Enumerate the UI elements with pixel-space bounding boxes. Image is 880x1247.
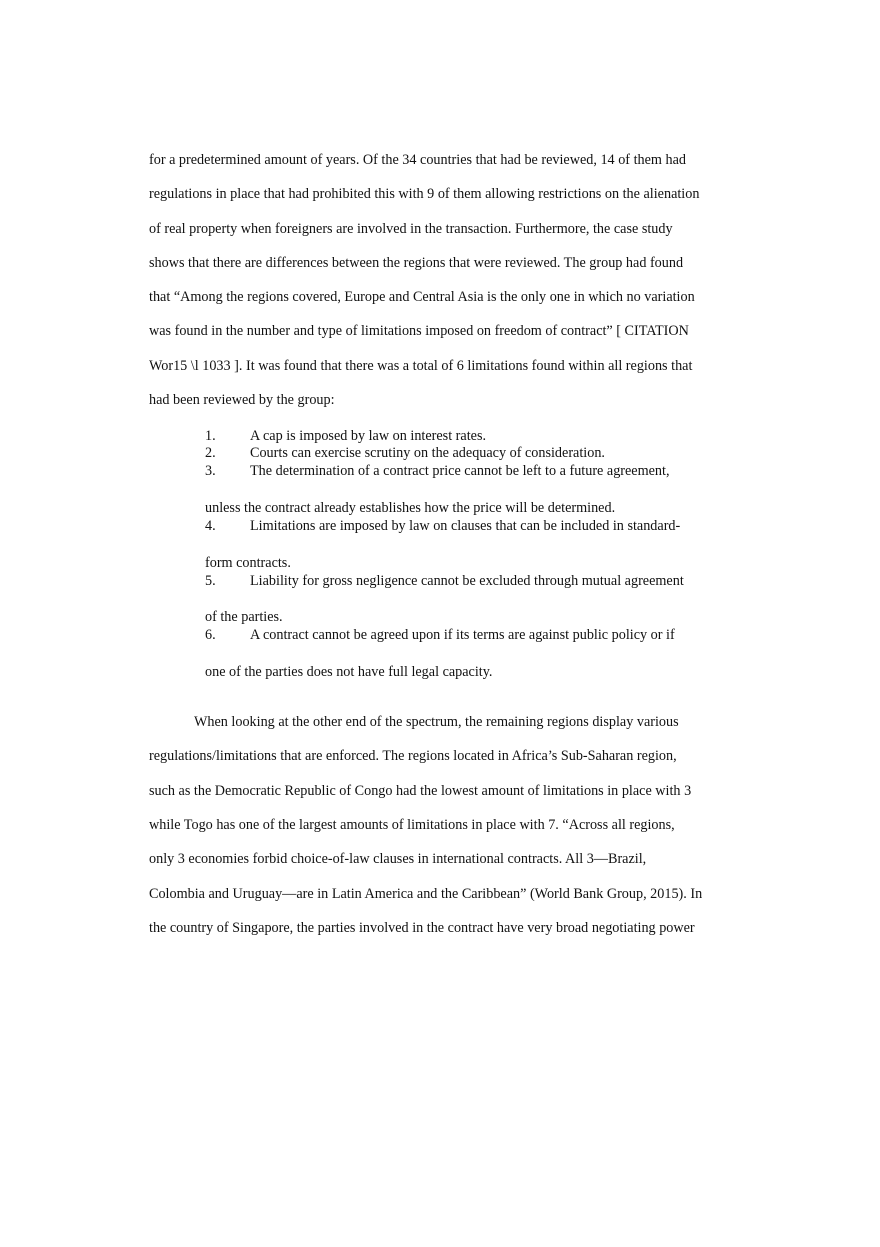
list-item-text: Courts can exercise scrutiny on the adequacy of consideration.	[250, 445, 605, 461]
text-line: that “Among the regions covered, Europe and Central Asia is the only one in which no variation	[149, 289, 695, 305]
text-line: had been reviewed by the group:	[149, 392, 335, 408]
text-line: Wor15 \l 1033 ]. It was found that there was a total of 6 limitations found within all regions that	[149, 358, 693, 374]
list-item-text: Liability for gross negligence cannot be excluded through mutual agreement	[250, 573, 684, 589]
text-line: regulations in place that had prohibited this with 9 of them allowing restrictions on the alienation	[149, 186, 700, 202]
text-line: the country of Singapore, the parties involved in the contract have very broad negotiating power	[149, 920, 695, 936]
list-item-number: 5.	[205, 573, 216, 589]
list-item-continuation: of the parties.	[205, 609, 283, 625]
text-line: such as the Democratic Republic of Congo had the lowest amount of limitations in place with 3	[149, 783, 692, 799]
list-item-continuation: form contracts.	[205, 555, 291, 571]
text-line: for a predetermined amount of years. Of the 34 countries that had be reviewed, 14 of them had	[149, 152, 686, 168]
text-line: while Togo has one of the largest amounts of limitations in place with 7. “Across all regions,	[149, 817, 675, 833]
list-item-text: A contract cannot be agreed upon if its terms are against public policy or if	[250, 627, 675, 643]
text-line: Colombia and Uruguay—are in Latin America and the Caribbean” (World Bank Group, 2015). In	[149, 886, 703, 902]
list-item-text: Limitations are imposed by law on clauses that can be included in standard-	[250, 518, 681, 534]
text-line: only 3 economies forbid choice-of-law clauses in international contracts. All 3—Brazil,	[149, 851, 647, 867]
text-line: was found in the number and type of limitations imposed on freedom of contract” [ CITATION	[149, 323, 689, 339]
list-item-continuation: unless the contract already establishes how the price will be determined.	[205, 500, 616, 516]
list-item-text: A cap is imposed by law on interest rates.	[250, 428, 487, 444]
text-line: shows that there are differences between the regions that were reviewed. The group had found	[149, 255, 684, 271]
list-item-number: 6.	[205, 627, 216, 643]
list-item-number: 3.	[205, 463, 216, 479]
list-item-text: The determination of a contract price cannot be left to a future agreement,	[250, 463, 670, 479]
list-item-number: 2.	[205, 445, 216, 461]
list-item-number: 1.	[205, 428, 216, 444]
text-line: regulations/limitations that are enforced. The regions located in Africa’s Sub-Saharan region,	[149, 748, 677, 764]
text-line: of real property when foreigners are involved in the transaction. Furthermore, the case study	[149, 221, 673, 237]
list-item-continuation: one of the parties does not have full legal capacity.	[205, 664, 493, 680]
list-item-number: 4.	[205, 518, 216, 534]
text-line: When looking at the other end of the spectrum, the remaining regions display various	[194, 714, 679, 730]
